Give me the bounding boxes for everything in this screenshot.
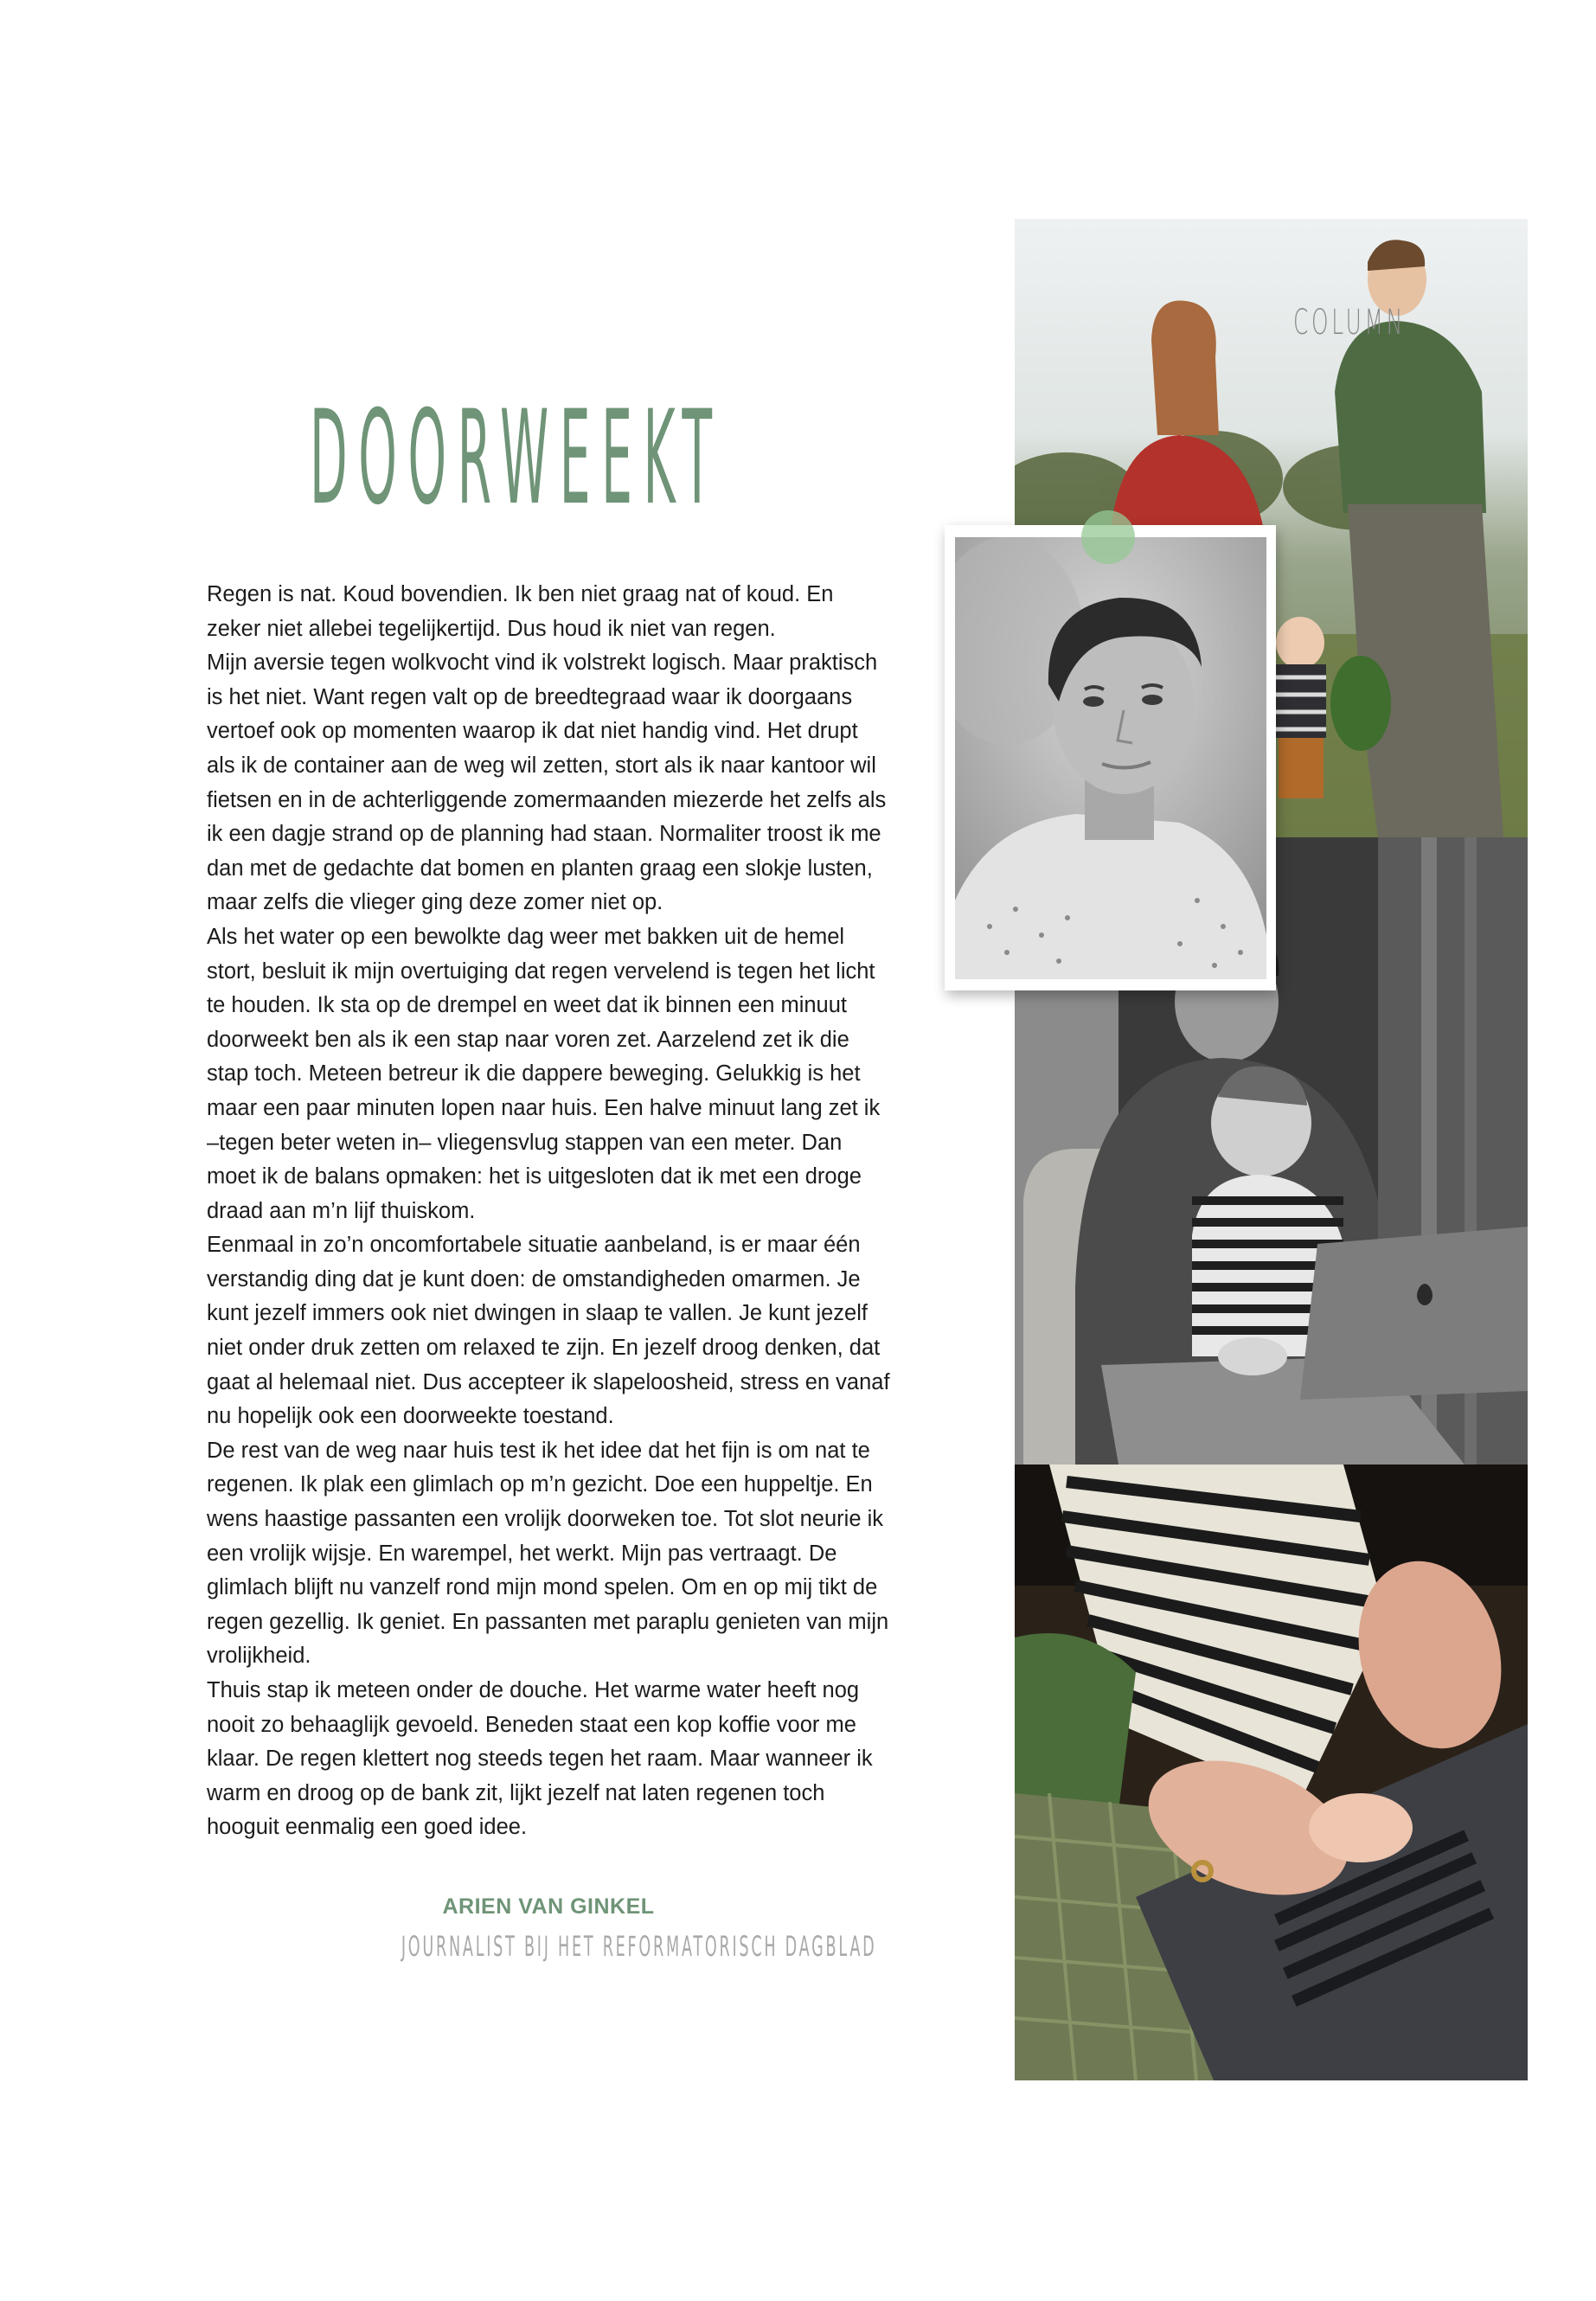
section-label: COLUMN xyxy=(1293,303,1406,343)
paragraph: De rest van de weg naar huis test ik het idee dat het fijn is om nat te regenen. Ik plak een glimlach op m’n gezicht. Doe een huppeltje. En wens haastige passanten een vrolijk doorweken toe. Tot slot neurie ik een vrolijk wijsje. En warempel, het werkt. Mijn pas vertraagt. De glimlach blijft nu vanzelf rond mijn mond spelen. Om en op mij tikt de regen gezellig. Ik geniet. En passanten met paraplu genieten van mijn vrolijkheid. xyxy=(207,1438,889,1669)
author-role: JOURNALIST BIJ HET REFORMATORISCH DAGBLAD xyxy=(401,1930,877,1963)
author-name: ARIEN VAN GINKEL xyxy=(442,1894,655,1919)
hands-keyboard-photo xyxy=(1015,1465,1528,2080)
portrait-photo xyxy=(955,537,1266,979)
paragraph: Als het water op een bewolkte dag weer met bakken uit de hemel stort, besluit ik mijn overtuiging dat regen vervelend is tegen het licht te houden. Ik sta op de drempel en weet dat ik binnen een minuut doorweekt ben als ik een stap naar voren zet. Aarzelend zet ik die stap toch. Meteen betreur ik die dappere beweging. Gelukkig is het maar een paar minuten lopen naar huis. Een halve minuut lang zet ik –tegen beter weten in– vliegensvlug stappen van een meter. Dan moet ik de balans opmaken: het is uitgesloten dat ik met een droge draad aan m’n lijf thuiskom. xyxy=(207,924,881,1223)
paragraph: Thuis stap ik meteen onder de douche. Het warme water heeft nog nooit zo behaaglijk gevoeld. Beneden staat een kop koffie voor me klaar. De regen klettert nog steeds tegen het raam. Maar wanneer ik warm en droog op de bank zit, lijkt jezelf nat laten regenen toch hooguit eenmalig een goed idee. xyxy=(207,1678,873,1840)
decorative-green-dot xyxy=(1081,510,1135,564)
portrait-photo-frame xyxy=(945,525,1276,990)
paragraph: Mijn aversie tegen wolkvocht vind ik volstrekt logisch. Maar praktisch is het niet. Want regen valt op de breedtegraad waar ik doorgaans vertoef ook op momenten waarop ik dat niet handig vind. Het drupt als ik de container aan de weg wil zetten, stort als ik naar kantoor wil fietsen en in de achterliggende zomermaanden miezerde het zelfs als ik een dagje strand op de planning had staan. Normaliter troost ik me dan met de gedachte dat bomen en planten graag een slokje lusten, maar zelfs die vlieger ging deze zomer niet op. xyxy=(207,651,887,915)
paragraph: Eenmaal in zo’n oncomfortabele situatie aanbeland, is er maar één verstandig ding dat je kunt doen: de omstandigheden omarmen. Je kunt jezelf immers ook niet dwingen in slaap te vallen. Je kunt jezelf niet onder druk zetten om relaxed te zijn. En jezelf droog denken, dat gaat al helemaal niet. Dus accepteer ik slapeloosheid, stress en vanaf nu hopelijk ook een doorweekte toestand. xyxy=(207,1233,890,1429)
author-byline xyxy=(207,1894,890,1963)
article-title: DOORWEEKT xyxy=(310,383,723,534)
article-body xyxy=(207,578,890,1845)
paragraph: Regen is nat. Koud bovendien. Ik ben niet graag nat of koud. En zeker niet allebei tegelijkertijd. Dus houd ik niet van regen. xyxy=(207,582,834,641)
